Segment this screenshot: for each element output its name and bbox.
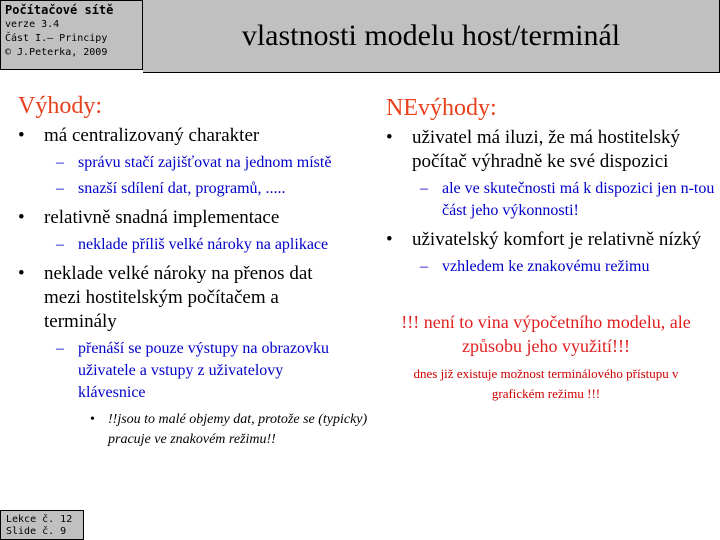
advantages-heading: Výhody:: [18, 93, 102, 119]
dash-icon: –: [420, 258, 428, 275]
dash-icon: –: [56, 340, 64, 357]
bullet-icon: •: [18, 207, 25, 228]
advantage-item: [18, 262, 344, 334]
slide-info-box: [0, 510, 84, 540]
bullet-icon: •: [18, 125, 25, 146]
note-text: !!jsou to malé objemy dat, protože se (typicky) pracuje ve znakovém režimu!!: [108, 412, 368, 447]
course-info-box: [0, 0, 143, 70]
version-label: verze 3.4: [5, 19, 60, 30]
subitem-text: vzhledem ke znakovému režimu: [442, 258, 650, 275]
subitem-text: ale ve skutečnosti má k dispozici jen n-tou část jeho výkonnosti!: [442, 180, 715, 219]
title-bar: [143, 0, 720, 73]
disadvantages-heading: NEvýhody:: [386, 95, 497, 121]
small-bullet-icon: •: [90, 412, 95, 427]
disadvantage-text: uživatelský komfort je relativně nízký: [412, 229, 702, 250]
subitem-text: správu stačí zajišťovat na jednom místě: [78, 154, 332, 171]
slide-number: Slide č. 9: [6, 526, 67, 537]
disadvantage-subitem: [420, 178, 720, 222]
dash-icon: –: [56, 180, 64, 197]
dash-icon: –: [56, 154, 64, 171]
advantage-subitem: [56, 234, 370, 256]
advantage-text: má centralizovaný charakter: [44, 125, 260, 146]
advantages-column: [18, 92, 370, 450]
advantage-text: neklade velké nároky na přenos dat mezi hostitelským počítačem a terminály: [44, 263, 313, 332]
advantage-note: [90, 410, 368, 450]
lesson-label: Lekce č. 12: [6, 514, 73, 525]
graphic-mode-note: dnes již existuje možnost terminálového přístupu v grafickém režimu !!!: [413, 366, 679, 401]
dash-icon: –: [56, 236, 64, 253]
advantage-subitem: [56, 152, 370, 174]
disadvantage-text: uživatel má iluzi, že má hostitelský počítač výhradně ke své dispozici: [412, 127, 681, 172]
dash-icon: –: [420, 180, 428, 197]
slide-title: vlastnosti modelu host/terminál: [241, 19, 621, 52]
part-label: Část I.– Principy: [5, 33, 108, 44]
advantage-text: relativně snadná implementace: [44, 207, 280, 228]
advantage-item: [18, 124, 370, 148]
disadvantages-column: [386, 94, 716, 404]
author-label: © J.Peterka, 2009: [5, 47, 108, 58]
bullet-icon: •: [386, 229, 393, 250]
model-note: !!! není to vina výpočetního modelu, ale způsobu jeho využití!!!: [401, 312, 691, 356]
bullet-icon: •: [386, 127, 393, 148]
disadvantage-item: [386, 228, 712, 252]
advantage-subitem: [56, 178, 370, 200]
bullet-icon: •: [18, 263, 25, 284]
disadvantage-subitem: [420, 256, 716, 278]
advantage-item: [18, 206, 370, 230]
disadvantage-item: [386, 126, 712, 174]
advantage-subitem: [56, 338, 348, 404]
course-name: Počítačové sítě: [5, 3, 114, 17]
subitem-text: snazší sdílení dat, programů, .....: [78, 180, 286, 197]
subitem-text: přenáší se pouze výstupy na obrazovku uživatele a vstupy z uživatelovy klávesnice: [78, 340, 330, 401]
subitem-text: neklade příliš velké nároky na aplikace: [78, 236, 329, 253]
